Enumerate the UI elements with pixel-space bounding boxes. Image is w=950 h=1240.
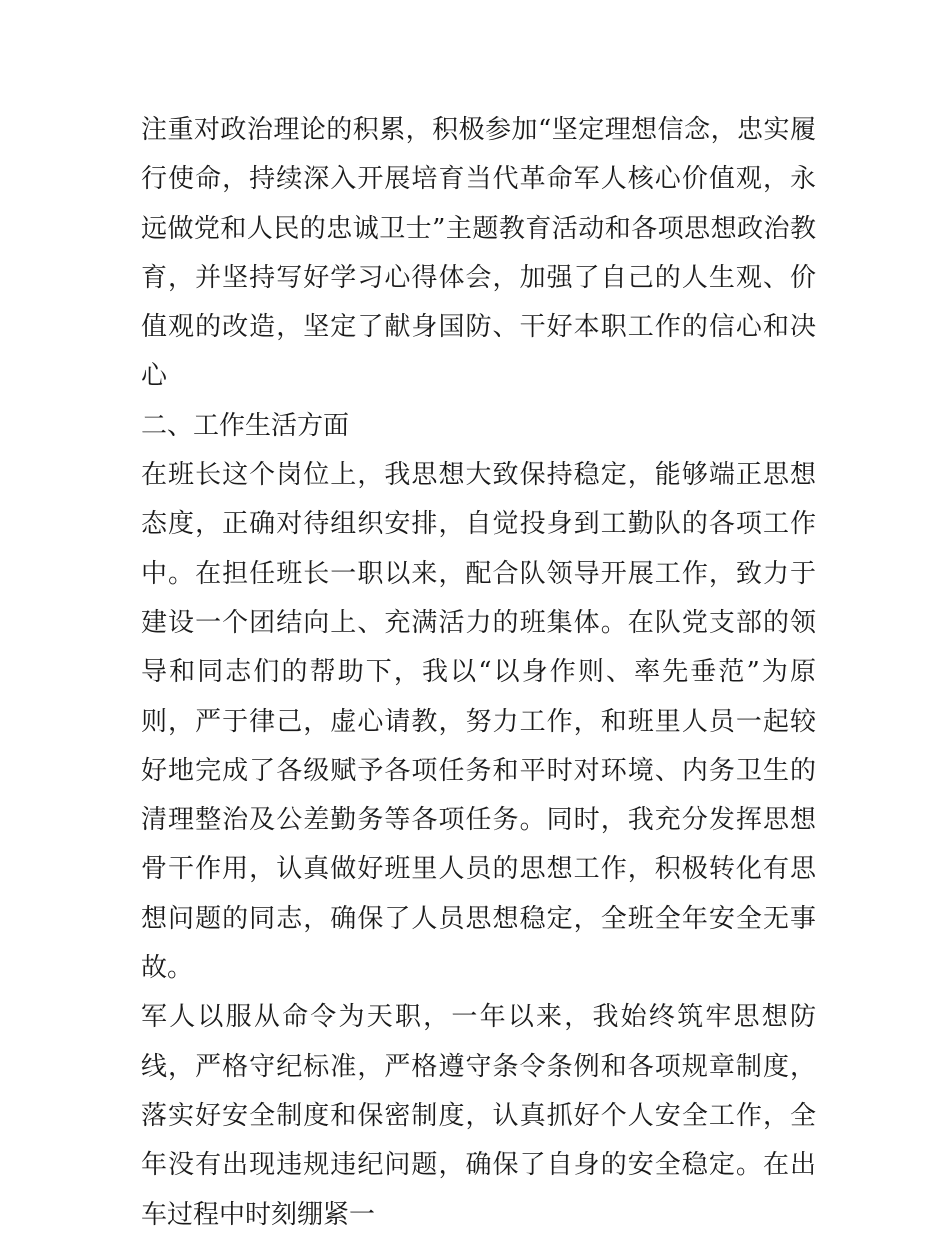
section-heading-work-life: 二、工作生活方面: [141, 410, 350, 441]
paragraph-political-theory: 注重对政治理论的积累，积极参加“坚定理想信念，忠实履行使命，持续深入开展培育当代革命军人核心价值观，永远做党和人民的忠诚卫士”主题教育活动和各项思想政治教育，并坚持写好学习心得体会，加强了自己的人生观、价值观的改造，坚定了献身国防、干好本职工作的信心和决心: [141, 115, 816, 392]
document-body: [141, 106, 816, 1240]
paragraph-squad-leader: 在班长这个岗位上，我思想大致保持稳定，能够端正思想态度，正确对待组织安排，自觉投身到工勤队的各项工作中。在担任班长一职以来，配合队领导开展工作，致力于建设一个团结向上、充满活力的班集体。在队党支部的领导和同志们的帮助下，我以“以身作则、率先垂范”为原则，严于律己，虚心请教，努力工作，和班里人员一起较好地完成了各级赋予各项任务和平时对环境、内务卫生的清理整治及公差勤务等各项任务。同时，我充分发挥思想骨干作用，认真做好班里人员的思想工作，积极转化有思想问题的同志，确保了人员思想稳定，全班全年安全无事故。: [141, 460, 816, 984]
paragraph-discipline: 军人以服从命令为天职，一年以来，我始终筑牢思想防线，严格守纪标准，严格遵守条令条例和各项规章制度，落实好安全制度和保密制度，认真抓好个人安全工作，全年没有出现违规违纪问题，确保了自身的安全稳定。在出车过程中时刻绷紧一: [141, 1002, 816, 1230]
